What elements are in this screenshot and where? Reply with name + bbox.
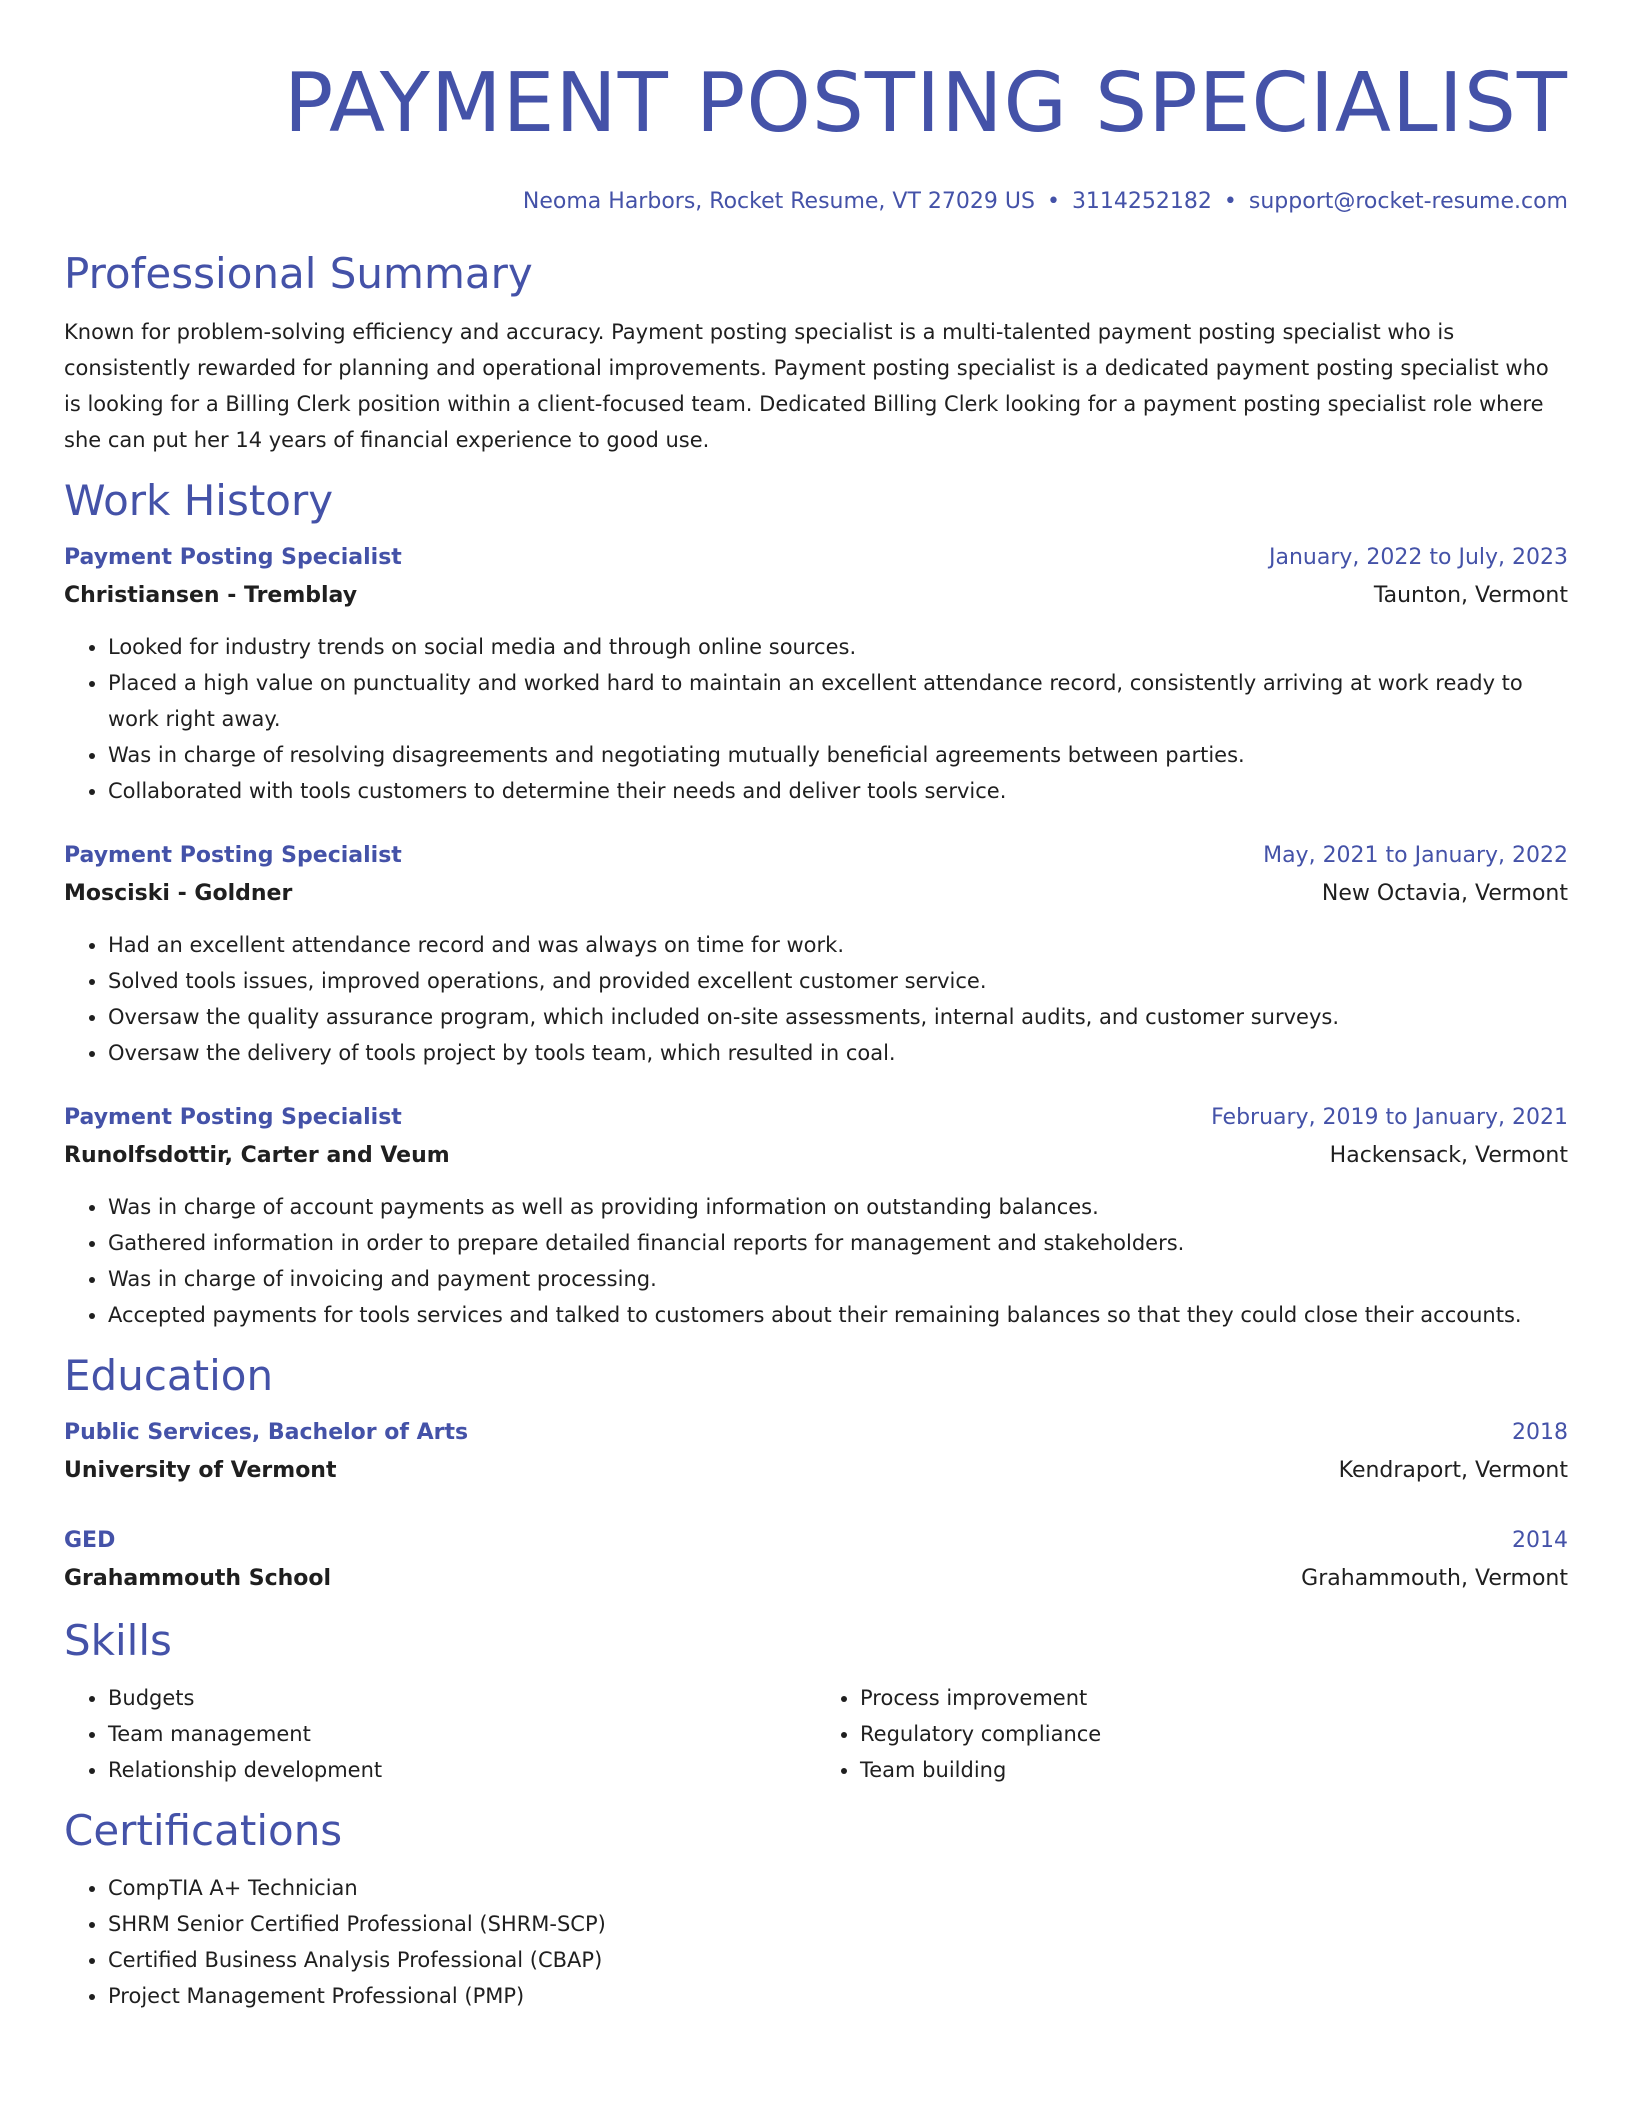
skill-item: • Process improvement — [860, 1680, 1568, 1716]
job-location: New Octavia, Vermont — [1321, 881, 1568, 906]
job-bullet: • Was in charge of resolving disagreements and negotiating mutually beneficial agreements between parties. — [108, 737, 1568, 773]
certifications-heading: Certifications — [64, 1806, 343, 1855]
job-title: Payment Posting Specialist — [64, 843, 402, 868]
resume-page — [64, 0, 1568, 2014]
job-bullet: • Had an excellent attendance record and was always on time for work. — [108, 927, 1568, 963]
job-company-row — [64, 577, 1568, 615]
job-bullet: • Looked for industry trends on social media and through online sources. — [108, 629, 1568, 665]
certifications-list — [64, 1870, 1568, 2014]
job-company: Runolfsdottir, Carter and Veum — [64, 1143, 450, 1168]
skill-item: • Relationship development — [108, 1752, 816, 1788]
education-degree-row — [64, 1414, 1568, 1452]
job-title-row — [64, 1099, 1568, 1137]
contact-email[interactable]: support@rocket-resume.com — [1248, 189, 1568, 214]
job-company-row — [64, 1137, 1568, 1175]
summary-heading: Professional Summary — [64, 249, 533, 298]
skill-item: • Budgets — [108, 1680, 816, 1716]
job-entry — [64, 1099, 1568, 1333]
contact-phone[interactable]: 3114252182 — [1071, 189, 1212, 214]
job-company: Mosciski - Goldner — [64, 881, 293, 906]
education-school: Grahammouth School — [64, 1566, 332, 1591]
education-school-row — [64, 1560, 1568, 1598]
certification-item: • Certified Business Analysis Professional (CBAP) — [108, 1942, 1568, 1978]
job-dates: May, 2021 to January, 2022 — [1263, 843, 1568, 868]
education-school: University of Vermont — [64, 1458, 337, 1483]
skills-grid — [64, 1680, 1568, 1788]
job-bullet: • Accepted payments for tools services and talked to customers about their remaining balances so that they could close their accounts. — [108, 1297, 1568, 1333]
job-bullet: • Was in charge of invoicing and payment processing. — [108, 1261, 1568, 1297]
job-bullet: • Oversaw the quality assurance program, which included on-site assessments, internal audits, and customer surveys. — [108, 999, 1568, 1035]
education-year: 2014 — [1512, 1528, 1568, 1553]
education-degree: GED — [64, 1528, 116, 1553]
job-title-row — [64, 837, 1568, 875]
education-degree: Public Services, Bachelor of Arts — [64, 1420, 469, 1445]
job-bullet: • Collaborated with tools customers to determine their needs and deliver tools service. — [108, 773, 1568, 809]
job-bullet: • Was in charge of account payments as well as providing information on outstanding balances. — [108, 1189, 1568, 1225]
certification-item: • Project Management Professional (PMP) — [108, 1978, 1568, 2014]
summary-text: Known for problem-solving efficiency and accuracy. Payment posting specialist is a multi-talented payment posting specialist who is consistently rewarded for planning and operational improvements. Payment posting specialist is a dedicated payment posting specialist who is looking for a Billing Clerk position within a client-focused team. Dedicated Billing Clerk looking for a payment posting specialist role where she can put her 14 years of financial experience to good use. — [64, 320, 1549, 452]
job-title: Payment Posting Specialist — [64, 545, 402, 570]
job-entry — [64, 539, 1568, 809]
skills-heading: Skills — [64, 1616, 172, 1665]
job-bullets — [64, 1189, 1568, 1333]
contact-address: Neoma Harbors, Rocket Resume, VT 27029 US — [522, 189, 1035, 214]
skill-item: • Team building — [860, 1752, 1568, 1788]
contact-separator: • — [1223, 189, 1237, 214]
job-dates: January, 2022 to July, 2023 — [1269, 545, 1568, 570]
job-bullets — [64, 927, 1568, 1071]
job-bullet: • Solved tools issues, improved operations, and provided excellent customer service. — [108, 963, 1568, 999]
certification-item: • CompTIA A+ Technician — [108, 1870, 1568, 1906]
contact-line — [64, 188, 1568, 216]
education-year: 2018 — [1512, 1420, 1568, 1445]
job-bullet: • Oversaw the delivery of tools project by tools team, which resulted in coal. — [108, 1035, 1568, 1071]
education-heading: Education — [64, 1351, 274, 1400]
certification-item: • SHRM Senior Certified Professional (SHRM-SCP) — [108, 1906, 1568, 1942]
education-school-row — [64, 1452, 1568, 1490]
job-company: Christiansen - Tremblay — [64, 583, 358, 608]
job-bullets — [64, 629, 1568, 809]
skill-item: • Regulatory compliance — [860, 1716, 1568, 1752]
education-degree-row — [64, 1522, 1568, 1560]
skills-column-left — [64, 1680, 816, 1788]
job-entry — [64, 837, 1568, 1071]
contact-separator: • — [1046, 189, 1060, 214]
job-bullet: • Gathered information in order to prepare detailed financial reports for management and stakeholders. — [108, 1225, 1568, 1261]
education-entry — [64, 1522, 1568, 1598]
job-title-row — [64, 539, 1568, 577]
resume-title: PAYMENT POSTING SPECIALIST — [283, 56, 1568, 151]
job-dates: February, 2019 to January, 2021 — [1211, 1105, 1568, 1130]
job-title: Payment Posting Specialist — [64, 1105, 402, 1130]
job-location: Hackensack, Vermont — [1329, 1143, 1568, 1168]
job-company-row — [64, 875, 1568, 913]
skills-column-right — [816, 1680, 1568, 1788]
education-location: Kendraport, Vermont — [1338, 1458, 1568, 1483]
education-entry — [64, 1414, 1568, 1490]
skill-item: • Team management — [108, 1716, 816, 1752]
job-location: Taunton, Vermont — [1373, 583, 1568, 608]
work-history-heading: Work History — [64, 476, 334, 525]
job-bullet: • Placed a high value on punctuality and worked hard to maintain an excellent attendance record, consistently arriving at work ready to work right away. — [108, 665, 1568, 737]
education-location: Grahammouth, Vermont — [1301, 1566, 1568, 1591]
